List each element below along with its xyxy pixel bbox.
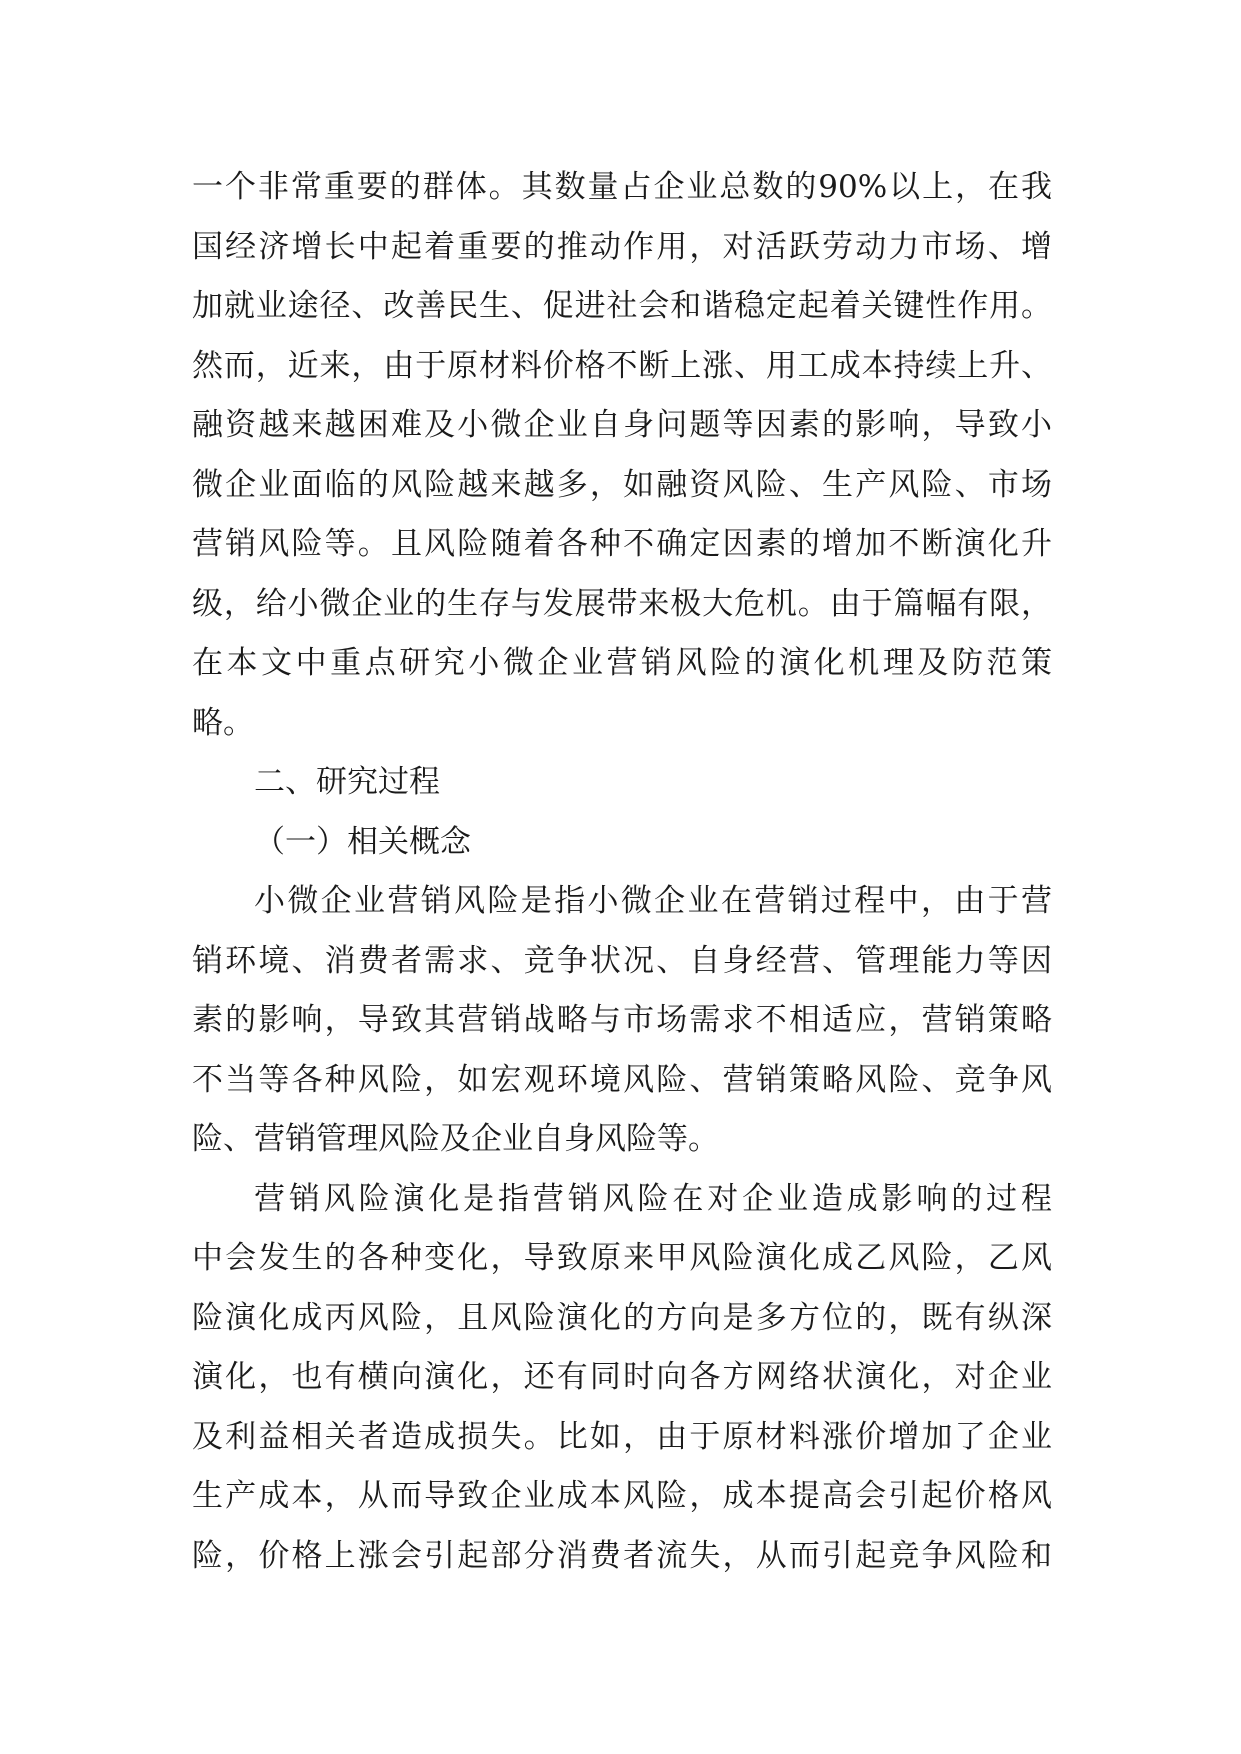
paragraph-2 [192, 872, 1052, 1170]
paragraph-line: 不当等各种风险，如宏观环境风险、营销策略风险、竞争风 [192, 1061, 1052, 1098]
paragraph-line: 微企业面临的风险越来越多，如融资风险、生产风险、市场 [192, 466, 1052, 503]
paragraph-line: 小微企业营销风险是指小微企业在营销过程中，由于营 [254, 883, 1052, 919]
paragraph-line: 国经济增长中起着重要的推动作用，对活跃劳动力市场、增 [192, 228, 1052, 265]
subsection-heading: （一）相关概念 [254, 823, 471, 860]
paragraph-line: 险，价格上涨会引起部分消费者流失，从而引起竞争风险和 [192, 1537, 1052, 1574]
paragraph-line: 在本文中重点研究小微企业营销风险的演化机理及防范策 [192, 645, 1052, 681]
paragraph-line: 加就业途径、改善民生、促进社会和谐稳定起着关键性作用。 [192, 288, 1052, 324]
paragraph-line: 营销风险演化是指营销风险在对企业造成影响的过程 [254, 1180, 1052, 1217]
paragraph-line: 素的影响，导致其营销战略与市场需求不相适应，营销策略 [192, 1002, 1052, 1038]
paragraph-line: 然而，近来，由于原材料价格不断上涨、用工成本持续上升、 [192, 347, 1052, 384]
paragraph-line: 及利益相关者造成损失。比如，由于原材料涨价增加了企业 [192, 1418, 1052, 1455]
paragraph-1 [192, 158, 1052, 753]
paragraph-line: 销环境、消费者需求、竞争状况、自身经营、管理能力等因 [192, 942, 1052, 979]
paragraph-3 [192, 1170, 1052, 1587]
paragraph-line: 险演化成丙风险，且风险演化的方向是多方位的，既有纵深 [192, 1299, 1052, 1336]
paragraph-line: 生产成本，从而导致企业成本风险，成本提高会引起价格风 [192, 1478, 1052, 1514]
paragraph-line: 营销风险等。且风险随着各种不确定因素的增加不断演化升 [192, 526, 1052, 562]
paragraph-line: 融资越来越困难及小微企业自身问题等因素的影响，导致小 [192, 407, 1052, 443]
paragraph-line: 略。 [192, 704, 254, 741]
paragraph-line: 一个非常重要的群体。其数量占企业总数的90%以上，在我 [192, 169, 1052, 205]
paragraph-line: 级，给小微企业的生存与发展带来极大危机。由于篇幅有限， [192, 585, 1052, 622]
body-text [192, 158, 1052, 1586]
section-heading: 二、研究过程 [254, 764, 440, 800]
paragraph-line: 演化，也有横向演化，还有同时向各方网络状演化，对企业 [192, 1359, 1052, 1395]
paragraph-line: 险、营销管理风险及企业自身风险等。 [192, 1121, 719, 1157]
paragraph-line: 中会发生的各种变化，导致原来甲风险演化成乙风险，乙风 [192, 1240, 1052, 1276]
